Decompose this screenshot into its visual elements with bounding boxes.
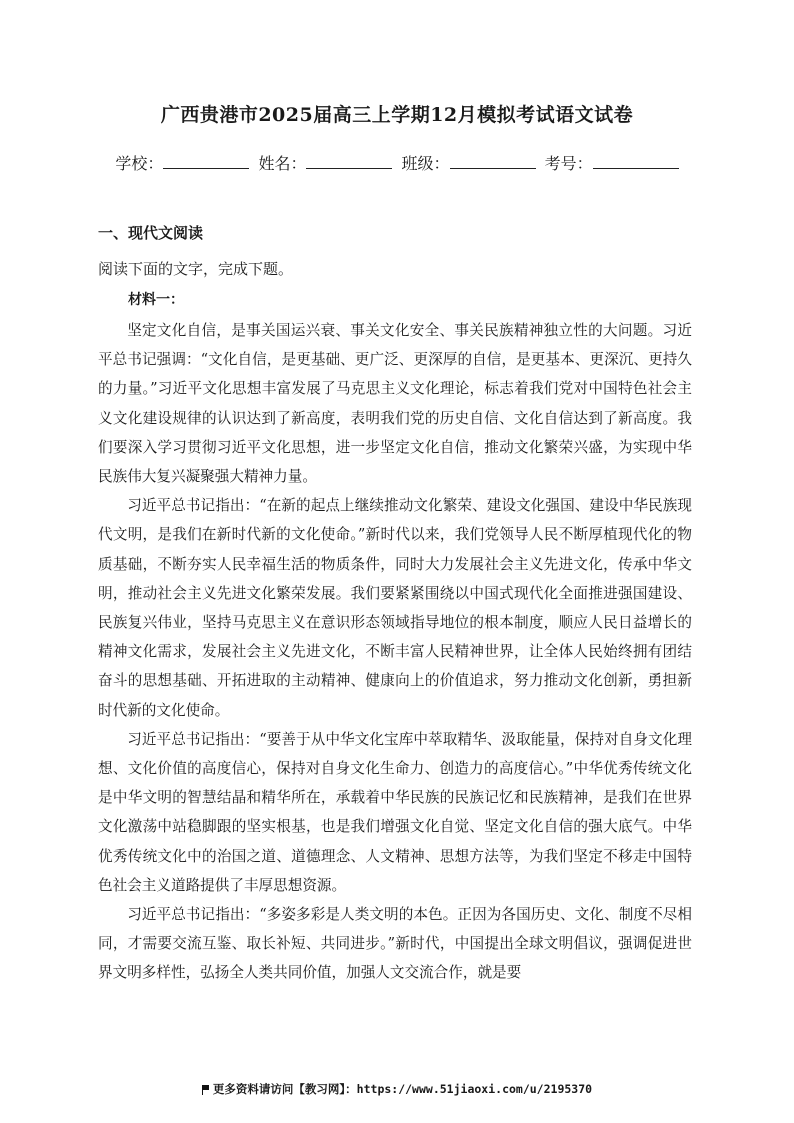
student-info-row	[0, 151, 794, 174]
name-field[interactable]	[258, 151, 392, 174]
class-label: 班级：	[401, 154, 450, 173]
reading-passage	[98, 316, 692, 988]
paragraph: 习近平总书记指出：“要善于从中华文化宝库中萃取精华、汲取能量，保持对自身文化理想、文化价值的高度信心，保持对自身文化生命力、创造力的高度信心。”中华优秀传统文化是中华文明的智慧结晶和精华所在，承载着中华民族的民族记忆和民族精神，是我们在世界文化激荡中站稳脚跟的坚实根基，也是我们增强文化自觉、坚定文化自信的强大底气。中华优秀传统文化中的治国之道、道德理念、人文精神、思想方法等，为我们坚定不移走中国特色社会主义道路提供了丰厚思想资源。	[98, 730, 692, 894]
footer-text: 更多资料请访问【教习网】：https://www.51jiaoxi.com/u/2195370	[212, 1082, 593, 1096]
document-title: 广西贵港市2025届高三上学期12月模拟考试语文试卷	[160, 104, 634, 126]
name-label: 姓名：	[258, 154, 307, 173]
paragraph: 坚定文化自信，是事关国运兴衰、事关文化安全、事关民族精神独立性的大问题。习近平总书记强调：“文化自信，是更基础、更广泛、更深厚的自信，是更基本、更深沉、更持久的力量。”习近平文化思想丰富发展了马克思主义文化理论，标志着我们党对中国特色社会主义文化建设规律的认识达到了新高度，表明我们党的历史自信、文化自信达到了新高度。我们要深入学习贯彻习近平文化思想，进一步坚定文化自信，推动文化繁荣兴盛，为实现中华民族伟大复兴凝聚强大精神力量。	[98, 322, 692, 486]
exam-number-label: 考号：	[544, 154, 593, 173]
paragraph: 习近平总书记指出：“在新的起点上继续推动文化繁荣、建设文化强国、建设中华民族现代文明，是我们在新时代新的文化使命。”新时代以来，我们党领导人民不断厚植现代化的物质基础，不断夯实人民幸福生活的物质条件，同时大力发展社会主义先进文化，传承中华文明，推动社会主义先进文化繁荣发展。我们要紧紧围绕以中国式现代化全面推进强国建设、民族复兴伟业，坚持马克思主义在意识形态领域指导地位的根本制度，顺应人民日益增长的精神文化需求，发展社会主义先进文化，不断丰富人民精神世界，让全体人民始终拥有团结奋斗的思想基础、开拓进取的主动精神、健康向上的价值追求，努力推动文化创新，勇担新时代新的文化使命。	[98, 497, 692, 719]
footer-link[interactable]	[0, 1081, 794, 1097]
flag-icon	[202, 1085, 210, 1094]
school-blank[interactable]	[163, 156, 249, 169]
school-label: 学校：	[115, 154, 164, 173]
reading-instruction: 阅读下面的文字，完成下题。	[98, 260, 294, 278]
name-blank[interactable]	[306, 156, 392, 169]
exam-number-blank[interactable]	[593, 156, 679, 169]
material-label: 材料一：	[128, 292, 184, 308]
section-heading: 一、现代文阅读	[98, 224, 204, 242]
school-field[interactable]	[115, 151, 249, 174]
paragraph: 习近平总书记指出：“多姿多彩是人类文明的本色。正因为各国历史、文化、制度不尽相同，才需要交流互鉴、取长补短、共同进步。”新时代，中国提出全球文明倡议，强调促进世界文明多样性，弘扬全人类共同价值，加强人文交流合作，就是要	[98, 906, 692, 982]
class-field[interactable]	[402, 151, 536, 174]
exam-number-field[interactable]	[545, 151, 679, 174]
class-blank[interactable]	[450, 156, 536, 169]
